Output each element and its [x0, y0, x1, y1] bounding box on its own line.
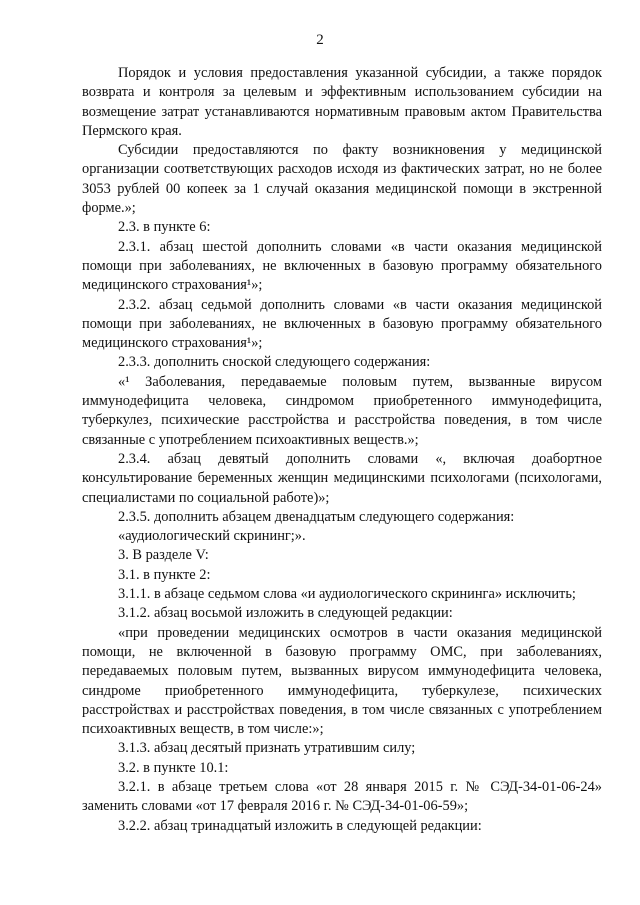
paragraph: Порядок и условия предоставления указанной субсидии, а также порядок возврата и контроля за целевым и эффективным использованием субсидии на возмещение затрат устанавливаются нормативным правовым актом Правительства Пермского края.: [82, 65, 602, 139]
paragraph: Субсидии предоставляются по факту возникновения у медицинской организации соответствующих расходов исходя из фактических затрат, но не более 3053 рублей 00 копеек за 1 случай оказания медицинской помощи в экстренной форме.»;: [82, 142, 602, 217]
paragraph: 2.3.4. абзац девятый дополнить словами «, включая доабортное консультирование беременных женщин медицинскими психологами (психологами, специалистами по социальной работе)»;: [82, 450, 602, 506]
paragraph: 2.3.3. дополнить сноской следующего содержания:: [118, 354, 431, 371]
paragraph: 2.3.2. абзац седьмой дополнить словами «в части оказания медицинской помощи при заболеваниях, не включенных в базовую программу обязательного медицинского страхования¹»;: [82, 296, 602, 352]
paragraph: 2.3.5. дополнить абзацем двенадцатым следующего содержания:: [118, 508, 515, 525]
paragraph: 2.3. в пункте 6:: [118, 219, 211, 236]
paragraph: 3.2.1. в абзаце третьем слова «от 28 января 2015 г. № СЭД-34-01-06-24» заменить словами «от 17 февраля 2016 г. № СЭД-34-01-06-59»;: [82, 778, 602, 815]
paragraph: 2.3.1. абзац шестой дополнить словами «в части оказания медицинской помощи при заболеваниях, не включенных в базовую программу обязательного медицинского страхования¹»;: [82, 238, 602, 294]
footnote-text: «¹ Заболевания, передаваемые половым путем, вызванные вирусом иммунодефицита человека, синдромом приобретенного иммунодефицита, туберкулез, психические расстройства и расстройства поведения, в том числе связанные с употреблением психоактивных веществ.»;: [82, 373, 602, 448]
paragraph: «аудиологический скрининг;».: [118, 528, 306, 545]
paragraph: 3.1. в пункте 2:: [118, 566, 211, 583]
page-number: 2: [316, 32, 324, 48]
document-body: [82, 64, 602, 836]
section-heading: 3. В разделе V:: [118, 547, 209, 564]
paragraph: 3.1.3. абзац десятый признать утратившим силу;: [118, 740, 416, 757]
paragraph: 3.1.1. в абзаце седьмом слова «и аудиологического скрининга» исключить;: [118, 586, 576, 603]
paragraph: 3.1.2. абзац восьмой изложить в следующей редакции:: [118, 605, 453, 622]
paragraph: 3.2.2. абзац тринадцатый изложить в следующей редакции:: [118, 817, 482, 834]
paragraph: «при проведении медицинских осмотров в части оказания медицинской помощи, не включенной в базовую программу ОМС, при заболеваниях, передаваемых половым путем, вызванных вирусом иммунодефицита человека, синдроме приобретенного иммунодефицита, туберкулезе, психических расстройствах и расстройствах поведения, в том числе связанных с употреблением психоактивных веществ, в том числе:»;: [82, 624, 602, 738]
paragraph: 3.2. в пункте 10.1:: [118, 759, 229, 776]
